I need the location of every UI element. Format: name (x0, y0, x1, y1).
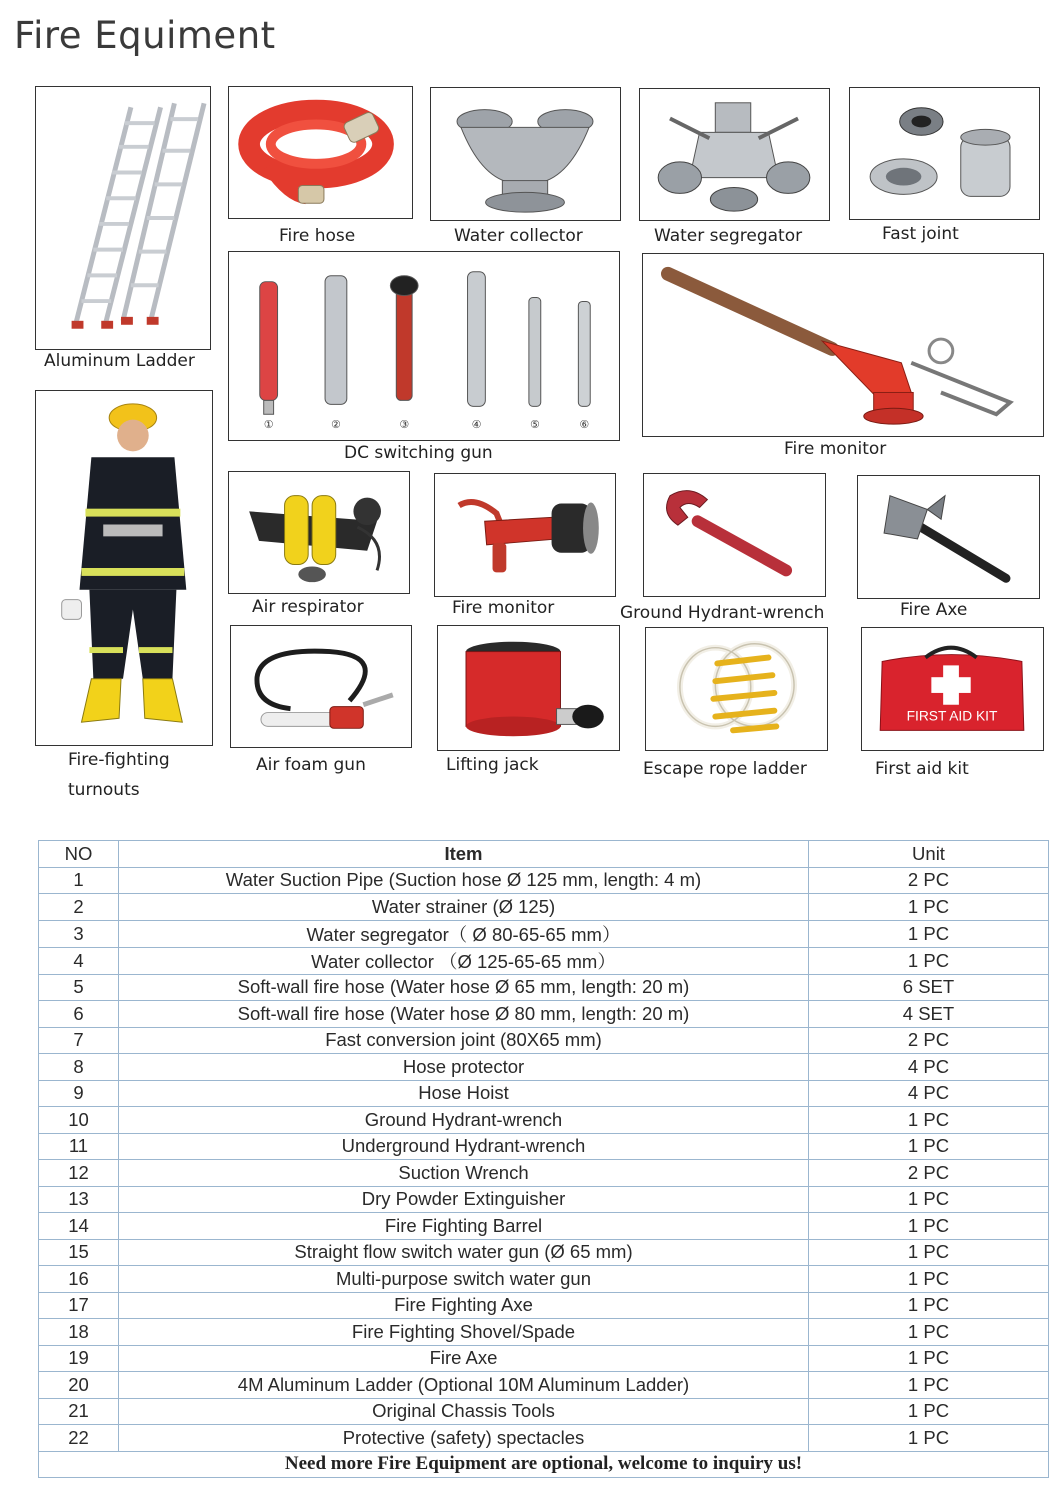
gun-number-2: ② (331, 418, 341, 432)
cell-no: 10 (39, 1107, 119, 1134)
air-foam-gun-image (230, 625, 412, 748)
fast-joint-image (849, 87, 1040, 220)
cell-unit: 4 SET (809, 1001, 1049, 1028)
cell-unit: 6 SET (809, 974, 1049, 1001)
caption-water-segregator: Water segregator (654, 226, 803, 246)
cell-item: 4M Aluminum Ladder (Optional 10M Aluminum Ladder) (119, 1372, 809, 1399)
cell-no: 17 (39, 1292, 119, 1319)
fire-monitor-large-image (642, 253, 1044, 437)
caption-air-respirator: Air respirator (252, 597, 364, 617)
fire-hose-image (228, 86, 413, 219)
gun-number-4: ④ (471, 418, 482, 432)
cell-no: 11 (39, 1133, 119, 1160)
water-segregator-image (639, 88, 830, 221)
table-header-row (39, 841, 1049, 868)
cell-item: Fire Fighting Axe (119, 1292, 809, 1319)
caption-fire-monitor-large: Fire monitor (784, 439, 887, 459)
first-aid-kit-image (861, 627, 1044, 751)
fire-fighting-turnouts-image (35, 390, 213, 746)
cell-unit: 1 PC (809, 1292, 1049, 1319)
dc-switching-gun-image (228, 251, 620, 441)
cell-unit: 1 PC (809, 1186, 1049, 1213)
cell-no: 7 (39, 1027, 119, 1054)
table-row (39, 1292, 1049, 1319)
cell-item: Water Suction Pipe (Suction hose Ø 125 mm, length: 4 m) (119, 867, 809, 894)
header-no: NO (39, 841, 119, 868)
cell-unit: 2 PC (809, 1160, 1049, 1187)
cell-item: Straight flow switch water gun (Ø 65 mm) (119, 1239, 809, 1266)
cell-no: 15 (39, 1239, 119, 1266)
cell-unit: 1 PC (809, 1398, 1049, 1425)
cell-unit: 2 PC (809, 867, 1049, 894)
cell-unit: 2 PC (809, 1027, 1049, 1054)
aluminum-ladder-image (35, 86, 211, 350)
cell-item: Fast conversion joint (80X65 mm) (119, 1027, 809, 1054)
table-row (39, 1107, 1049, 1134)
cell-item: Water segregator（ Ø 80-65-65 mm） (119, 920, 809, 947)
fire-monitor-small-image (434, 473, 616, 597)
gun-number-1: ① (263, 418, 274, 432)
table-row (39, 894, 1049, 921)
table-footer-note: Need more Fire Equipment are optional, welcome to inquiry us! (39, 1451, 1049, 1478)
caption-fire-hose: Fire hose (279, 226, 356, 246)
cell-unit: 1 PC (809, 1239, 1049, 1266)
cell-no: 21 (39, 1398, 119, 1425)
caption-ground-hydrant-wrench: Ground Hydrant-wrench (620, 603, 825, 623)
cell-unit: 1 PC (809, 1107, 1049, 1134)
cell-no: 22 (39, 1425, 119, 1452)
cell-item: Soft-wall fire hose (Water hose Ø 80 mm, length: 20 m) (119, 1001, 809, 1028)
caption-lifting-jack: Lifting jack (446, 755, 539, 775)
header-item: Item (119, 841, 809, 868)
table-row (39, 1239, 1049, 1266)
cell-unit: 4 PC (809, 1054, 1049, 1081)
cell-unit: 1 PC (809, 1372, 1049, 1399)
cell-item: Hose Hoist (119, 1080, 809, 1107)
table-row (39, 1027, 1049, 1054)
cell-unit: 1 PC (809, 1133, 1049, 1160)
cell-item: Multi-purpose switch water gun (119, 1266, 809, 1293)
cell-item: Fire Axe (119, 1345, 809, 1372)
cell-item: Water strainer (Ø 125) (119, 894, 809, 921)
gun-number-5: ⑤ (529, 418, 540, 432)
caption-dc-switching-gun: DC switching gun (344, 443, 493, 463)
caption-water-collector: Water collector (454, 226, 583, 246)
table-footer-row (39, 1451, 1049, 1478)
caption-escape-rope-ladder: Escape rope ladder (643, 759, 807, 779)
cell-no: 19 (39, 1345, 119, 1372)
cell-no: 6 (39, 1001, 119, 1028)
table-row (39, 1133, 1049, 1160)
table-row (39, 1054, 1049, 1081)
caption-aluminum-ladder: Aluminum Ladder (44, 351, 195, 371)
table-row (39, 1213, 1049, 1240)
cell-unit: 1 PC (809, 1319, 1049, 1346)
cell-unit: 1 PC (809, 1425, 1049, 1452)
cell-no: 16 (39, 1266, 119, 1293)
cell-no: 9 (39, 1080, 119, 1107)
water-collector-image (430, 87, 621, 221)
header-unit: Unit (809, 841, 1049, 868)
gun-number-6: ⑥ (579, 418, 590, 432)
table-row (39, 947, 1049, 974)
caption-turnouts-line1: Fire-fighting (68, 750, 170, 770)
cell-item: Soft-wall fire hose (Water hose Ø 65 mm, length: 20 m) (119, 974, 809, 1001)
caption-fire-monitor-small: Fire monitor (452, 598, 555, 618)
cell-no: 14 (39, 1213, 119, 1240)
first-aid-kit-label: FIRST AID KIT (906, 708, 998, 724)
caption-air-foam-gun: Air foam gun (256, 755, 366, 775)
table-row (39, 1186, 1049, 1213)
cell-unit: 1 PC (809, 947, 1049, 974)
table-row (39, 1266, 1049, 1293)
cell-no: 8 (39, 1054, 119, 1081)
table-row (39, 1372, 1049, 1399)
cell-no: 3 (39, 920, 119, 947)
air-respirator-image (228, 471, 410, 594)
cell-unit: 1 PC (809, 1213, 1049, 1240)
table-row (39, 867, 1049, 894)
caption-fire-axe: Fire Axe (900, 600, 968, 620)
table-row (39, 1398, 1049, 1425)
cell-item: Hose protector (119, 1054, 809, 1081)
page-title: Fire Equiment (14, 14, 276, 57)
cell-item: Fire Fighting Shovel/Spade (119, 1319, 809, 1346)
cell-item: Water collector （Ø 125-65-65 mm） (119, 947, 809, 974)
cell-item: Original Chassis Tools (119, 1398, 809, 1425)
cell-no: 13 (39, 1186, 119, 1213)
table-row (39, 1425, 1049, 1452)
cell-item: Fire Fighting Barrel (119, 1213, 809, 1240)
cell-item: Suction Wrench (119, 1160, 809, 1187)
table-row (39, 974, 1049, 1001)
equipment-table (38, 840, 1049, 1478)
cell-unit: 1 PC (809, 1266, 1049, 1293)
table-row (39, 1080, 1049, 1107)
fire-axe-image (857, 475, 1040, 599)
cell-no: 20 (39, 1372, 119, 1399)
gun-number-labels (264, 418, 589, 431)
ground-hydrant-wrench-image (643, 473, 826, 597)
table-row (39, 1345, 1049, 1372)
cell-item: Protective (safety) spectacles (119, 1425, 809, 1452)
table-row (39, 920, 1049, 947)
cell-no: 18 (39, 1319, 119, 1346)
caption-first-aid-kit: First aid kit (875, 759, 969, 779)
cell-no: 2 (39, 894, 119, 921)
cell-unit: 1 PC (809, 920, 1049, 947)
cell-item: Dry Powder Extinguisher (119, 1186, 809, 1213)
cell-no: 1 (39, 867, 119, 894)
cell-no: 4 (39, 947, 119, 974)
cell-unit: 1 PC (809, 894, 1049, 921)
caption-turnouts-line2: turnouts (68, 780, 140, 800)
cell-unit: 4 PC (809, 1080, 1049, 1107)
table-row (39, 1319, 1049, 1346)
cell-no: 5 (39, 974, 119, 1001)
lifting-jack-image (437, 625, 620, 751)
table-row (39, 1160, 1049, 1187)
table-row (39, 1001, 1049, 1028)
cell-no: 12 (39, 1160, 119, 1187)
cell-unit: 1 PC (809, 1345, 1049, 1372)
gun-number-3: ③ (399, 418, 410, 432)
cell-item: Ground Hydrant-wrench (119, 1107, 809, 1134)
cell-item: Underground Hydrant-wrench (119, 1133, 809, 1160)
escape-rope-ladder-image (645, 627, 828, 751)
caption-fast-joint: Fast joint (882, 224, 959, 244)
